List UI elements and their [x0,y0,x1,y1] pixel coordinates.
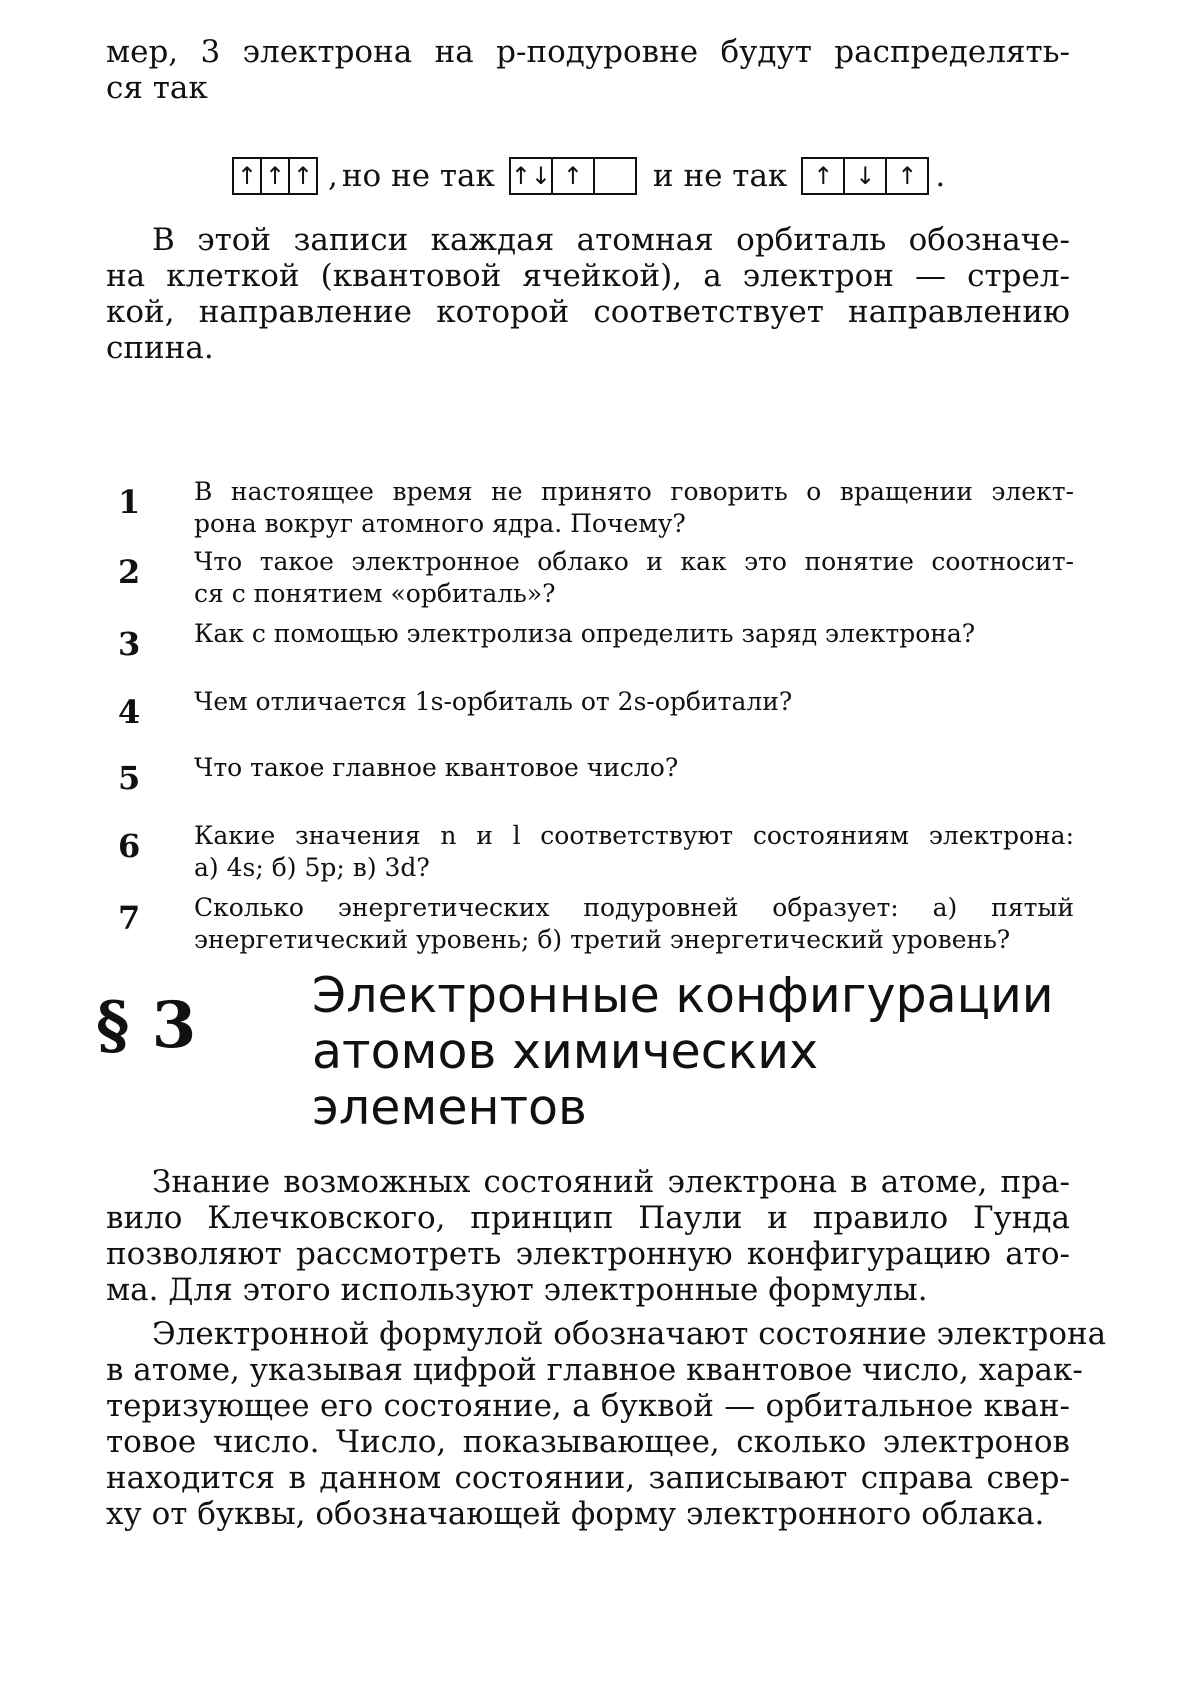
question-line: энергетический уровень; б) третий энергетический уровень? [194,925,1011,954]
up-arrow-icon: ↑ [803,159,845,193]
question-number: 1 [118,483,141,521]
section-title-line: Электронные конфигурации [312,967,1054,1024]
orbital-cells-wrong-1 [509,157,637,195]
question-number: 3 [118,625,141,663]
and-not-label: и не так [652,158,788,194]
section-title-line: атомов химических [312,1023,819,1080]
section-title [312,968,1072,1136]
question-line: Какие значения n и l соответствуют состояниям электрона: [194,821,1074,850]
paragraph-line: вило Клечковского, принцип Паули и правило Гунда [106,1200,1070,1236]
question-text [194,476,1074,540]
question-line: Как с помощью электролиза определить заряд электрона? [194,619,976,648]
question-number: 5 [118,759,141,797]
paragraph-line: товое число. Число, показывающее, сколько электронов [106,1424,1070,1460]
paragraph-line: находится в данном состоянии, записывают справа свер- [106,1460,1070,1496]
paragraph-line: ма. Для этого используют электронные формулы. [106,1272,928,1308]
paragraph-electron-formula-definition [106,1316,1107,1532]
intro-line-1: мер, 3 электрона на p-подуровне будут распределять- [106,34,1070,70]
up-down-arrow-icon: ↑↓ [511,159,553,193]
intro-paragraph [106,34,1070,106]
down-arrow-icon: ↓ [845,159,887,193]
orbital-cells-correct [232,157,318,195]
paragraph-line: в атоме, указывая цифрой главное квантовое число, харак- [106,1352,1083,1388]
question-line: Что такое электронное облако и как это понятие соотносит- [194,547,1074,576]
orbital-diagram-row [226,156,945,196]
question-line: а) 4s; б) 5p; в) 3d? [194,853,430,882]
question-number: 7 [118,899,141,937]
question-line: ся с понятием «орбиталь»? [194,579,556,608]
question-line: В настоящее время не принято говорить о вращении элект- [194,477,1074,506]
question-number: 4 [118,693,141,731]
paragraph-electron-formula-intro [106,1164,1070,1308]
paragraph-line: на клеткой (квантовой ячейкой), а электрон — стрел- [106,258,1070,294]
paragraph-line: теризующее его состояние, а буквой — орбитальное кван- [106,1388,1070,1424]
up-arrow-icon: ↑ [234,159,262,193]
paragraph-line: Электронной формулой обозначают состояние электрона [152,1316,1107,1352]
up-arrow-icon: ↑ [897,162,918,190]
paragraph-line: ху от буквы, обозначающей форму электронного облака. [106,1496,1045,1532]
question-line: Чем отличается 1s-орбиталь от 2s-орбитали? [194,687,793,716]
up-arrow-icon: ↑ [292,162,314,190]
period: . [935,158,946,194]
question-number: 2 [118,553,141,591]
section-number: § 3 [96,988,197,1063]
paragraph-orbital-notation [106,222,1070,366]
question-number: 6 [118,827,141,865]
paragraph-line: спина. [106,330,214,366]
up-arrow-icon: ↑ [262,159,290,193]
paragraph-line: кой, направление которой соответствует направлению [106,294,1070,330]
empty-cell [595,159,635,193]
section-title-line: элементов [312,1079,587,1136]
orbital-cells-wrong-2 [801,157,929,195]
question-text [194,546,1074,610]
but-not-label: но не так [341,158,495,194]
paragraph-line: В этой записи каждая атомная орбиталь обозначе- [152,222,1070,258]
question-text [194,752,1074,784]
question-text [194,618,1074,650]
question-line: Сколько энергетических подуровней образует: а) пятый [194,893,1074,922]
question-line: рона вокруг атомного ядра. Почему? [194,509,686,538]
comma: , [328,158,338,194]
intro-line-2: ся так [106,70,208,106]
question-text [194,820,1074,884]
up-arrow-icon: ↑ [553,159,595,193]
question-text [194,892,1074,956]
question-line: Что такое главное квантовое число? [194,753,679,782]
paragraph-line: позволяют рассмотреть электронную конфигурацию ато- [106,1236,1070,1272]
paragraph-line: Знание возможных состояний электрона в атоме, пра- [152,1164,1070,1200]
question-text [194,686,1074,718]
